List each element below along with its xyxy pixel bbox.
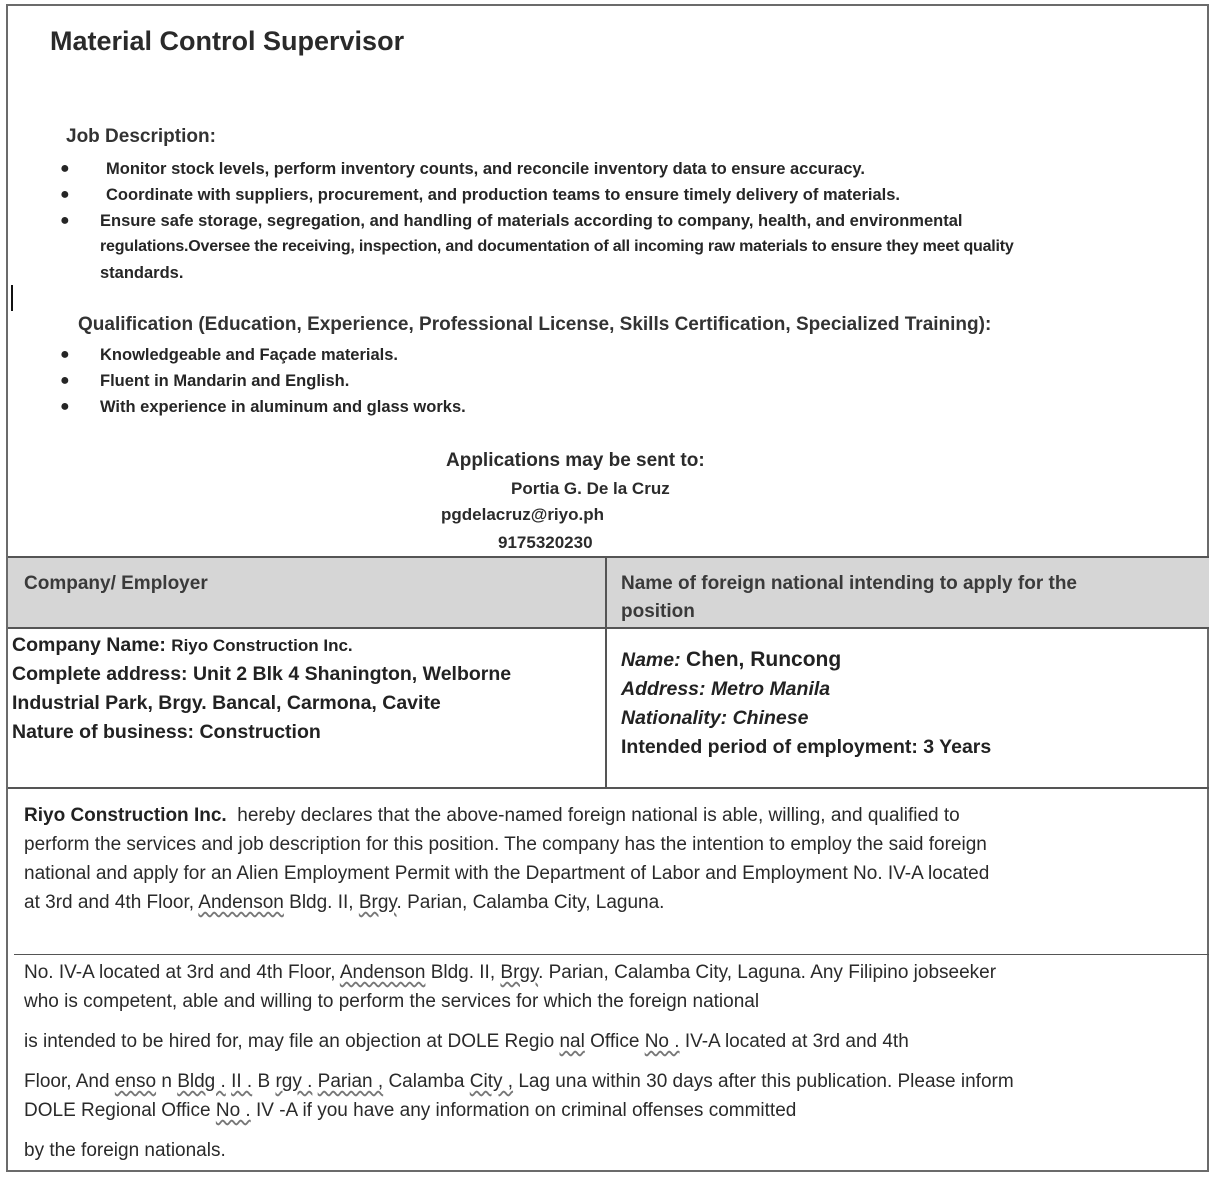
company-address-line: Industrial Park, Brgy. Bancal, Carmona, Cavite (12, 692, 441, 714)
declaration-paragraph: Riyo Construction Inc. hereby declares that the above-named foreign national is able, willing, and qualified to perform the services and job description for this position. The company has the intention to employ the said foreign national and apply for an Alien Employment Permit with the Department of Labor and Employment No. IV-A located at 3rd and 4th Floor, Andenson Bldg. II, Brgy. Parian, Calamba City, Laguna. (24, 805, 990, 913)
fn-name-line: Name: Chen, Runcong (621, 648, 842, 671)
job-description-list (60, 156, 901, 208)
bullet-icon: ● (60, 212, 70, 229)
list-item-continued: regulations.Oversee the receiving, inspection, and documentation of all incoming raw materials to ensure they meet quality (100, 238, 1014, 255)
divider (14, 954, 1209, 955)
contact-email[interactable]: pgdelacruz@riyo.ph (441, 505, 604, 524)
list-item: ● With experience in aluminum and glass works. (100, 394, 466, 420)
list-item-continued: standards. (100, 264, 184, 282)
job-title: Material Control Supervisor (50, 26, 405, 56)
divider (8, 787, 1209, 789)
fn-address-line: Address: Metro Manila (621, 678, 831, 700)
qualification-heading: Qualification (Education, Experience, Professional License, Skills Certification, Specialized Training): (78, 314, 992, 335)
contact-phone: 9175320230 (498, 533, 593, 552)
job-description-list-2 (60, 208, 1014, 286)
company-name-line: Company Name: Riyo Construction Inc. (12, 634, 353, 656)
foreign-national-details (621, 645, 991, 762)
column-header-foreign-national: Name of foreign national intending to apply for the position (621, 573, 1077, 622)
divider (8, 627, 1209, 629)
fn-nationality-line: Nationality: Chinese (621, 707, 809, 729)
bullet-icon: ● (60, 186, 70, 203)
divider (605, 557, 607, 788)
objection-notice: No. IV-A located at 3rd and 4th Floor, Andenson Bldg. II, Brgy. Parian, Calamba City, Laguna. Any Filipino jobseeker who is competent, able and willing to perform the services for which the foreign national is intended to be hired for, may file an objection at DOLE Regio nal Office No . IV-A located at 3rd and 4th Floor, And enso n Bldg . II . B rgy . Parian , Calamba City , Lag una within 30 days after this publication. Please inform DOLE Regional Office No . IV -A if you have any information on criminal offenses committed by the foreign nationals. (24, 962, 1014, 1161)
business-nature-line: Nature of business: Construction (12, 721, 321, 743)
bullet-icon: ● (60, 346, 70, 363)
list-item: ● Fluent in Mandarin and English. (100, 368, 466, 394)
fn-period-line: Intended period of employment: 3 Years (621, 736, 992, 758)
company-address-line: Complete address: Unit 2 Blk 4 Shanington, Welborne (12, 663, 512, 685)
list-item: ● Monitor stock levels, perform inventory counts, and reconcile inventory data to ensure accuracy. (106, 156, 900, 182)
text-cursor (11, 285, 13, 311)
bullet-icon: ● (60, 372, 70, 389)
contact-name: Portia G. De la Cruz (511, 479, 670, 498)
applications-heading: Applications may be sent to: (446, 450, 705, 471)
job-description-heading: Job Description: (66, 126, 216, 147)
bullet-icon: ● (60, 398, 70, 415)
bullet-icon: ● (60, 160, 70, 177)
list-item: ● Coordinate with suppliers, procurement, and production teams to ensure timely delivery of materials. (106, 182, 900, 208)
company-details (12, 631, 511, 747)
list-item: ● Ensure safe storage, segregation, and handling of materials according to company, health, and environmental (100, 208, 1014, 234)
column-header-company: Company/ Employer (24, 573, 208, 594)
divider (8, 556, 1209, 558)
qualification-list (60, 342, 466, 420)
list-item: ● Knowledgeable and Façade materials. (100, 342, 466, 368)
